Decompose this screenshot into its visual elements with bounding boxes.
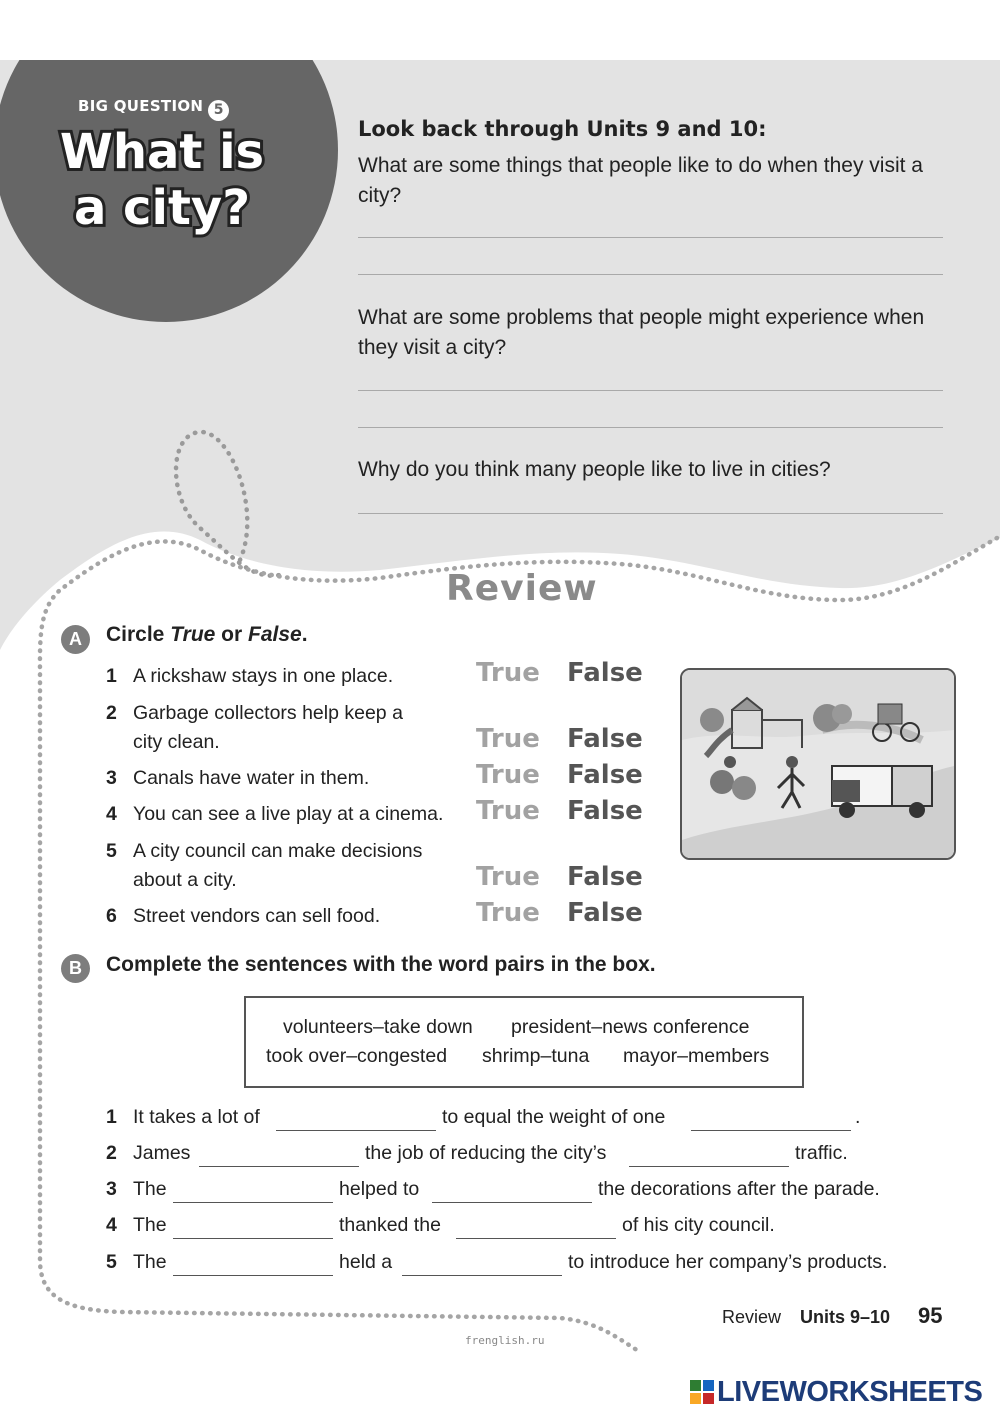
sentence-2-part-2: the job of reducing the city’s [365, 1142, 607, 1164]
true-option-2[interactable]: True [476, 724, 540, 754]
statement-number: 4 [106, 803, 117, 825]
statement-4 [106, 800, 466, 829]
sentence-3-part-3: the decorations after the parade. [598, 1178, 880, 1200]
truck-cab [832, 780, 860, 802]
liveworksheets-logo[interactable] [690, 1376, 983, 1408]
answer-line-3a[interactable] [358, 513, 943, 514]
sentence-5-blank-1[interactable] [173, 1255, 333, 1276]
section-a-title-mid: or [215, 623, 249, 646]
sentence-4-part-3: of his city council. [622, 1214, 775, 1236]
scene-bush [700, 708, 724, 732]
big-question-text: BIG QUESTION [78, 97, 204, 115]
sentence-2-part-1: James [133, 1142, 191, 1164]
fruit-basket [710, 770, 734, 794]
watermark: frenglish.ru [465, 1334, 545, 1347]
liveworksheets-icon [690, 1380, 714, 1404]
false-option-6[interactable]: False [567, 898, 643, 928]
look-back-question-2: What are some problems that people might experience when they visit a city? [358, 306, 925, 359]
section-a-title-start: Circle [106, 623, 171, 646]
sentence-3-blank-1[interactable] [173, 1182, 333, 1203]
sentence-5-blank-2[interactable] [402, 1255, 562, 1276]
fruit-basket [732, 776, 756, 800]
page-number: 95 [918, 1303, 943, 1328]
word-pair-4: shrimp–tuna [482, 1045, 590, 1067]
word-pair-3: took over–congested [266, 1045, 448, 1067]
look-back-question-3: Why do you think many people like to live in cities? [358, 458, 831, 481]
statement-6 [106, 902, 466, 931]
word-pair-1: volunteers–take down [283, 1016, 473, 1038]
statement-5 [106, 837, 466, 895]
big-question-number: 5 [208, 100, 229, 121]
sentence-5-part-1: The [133, 1251, 167, 1273]
truck-wheel [839, 802, 855, 818]
sentence-3-blank-2[interactable] [432, 1182, 592, 1203]
true-option-4[interactable]: True [476, 796, 540, 826]
statement-text: Garbage collectors help keep a city clean. [133, 702, 403, 753]
big-question-title-line2: a city? [73, 180, 251, 236]
city-illustration [680, 668, 956, 860]
scene-sky [682, 670, 954, 740]
statement-1 [106, 662, 466, 691]
word-pair-2: president–news conference [511, 1016, 750, 1038]
statement-text: You can see a live play at a cinema. [133, 803, 444, 825]
section-b-title: Complete the sentences with the word pairs in the box. [106, 953, 656, 976]
worksheet-page [0, 60, 1000, 1353]
sentence-1-blank-2[interactable] [691, 1110, 851, 1131]
answer-line-2b[interactable] [358, 427, 943, 428]
truck-wheel [909, 802, 925, 818]
big-question-label [78, 97, 229, 121]
false-option-4[interactable]: False [567, 796, 643, 826]
big-question-title [52, 124, 272, 236]
review-title: Review [446, 568, 598, 609]
sentence-4-blank-2[interactable] [456, 1218, 616, 1239]
worker-head [786, 756, 798, 768]
word-box [244, 996, 804, 1088]
statement-3 [106, 764, 466, 793]
statement-number: 2 [106, 702, 117, 724]
statement-2 [106, 699, 466, 757]
section-a-badge: A [61, 625, 90, 654]
truck-container [892, 766, 932, 806]
rickshaw-body [878, 704, 902, 724]
sentence-5-number: 5 [106, 1251, 117, 1273]
section-b-badge: B [61, 954, 90, 983]
sentence-4-number: 4 [106, 1214, 117, 1236]
section-a-title-end: . [301, 623, 308, 646]
answer-line-1a[interactable] [358, 237, 943, 238]
section-a-title [106, 623, 308, 647]
false-option-3[interactable]: False [567, 760, 643, 790]
sentence-3-part-1: The [133, 1178, 167, 1200]
sentence-2-number: 2 [106, 1142, 117, 1164]
statement-number: 3 [106, 767, 117, 789]
sentence-4-part-1: The [133, 1214, 167, 1236]
statement-text: Canals have water in them. [133, 767, 370, 789]
statement-text: Street vendors can sell food. [133, 905, 381, 927]
look-back-heading: Look back through Units 9 and 10: [358, 117, 767, 141]
liveworksheets-text: LIVEWORKSHEETS [717, 1376, 983, 1408]
sentence-1-blank-1[interactable] [276, 1110, 436, 1131]
false-option-1[interactable]: False [567, 658, 643, 688]
statement-text: A city council can make decisions about a city. [133, 840, 423, 891]
vendor-head [724, 756, 736, 768]
sentence-2-part-3: traffic. [795, 1142, 848, 1164]
sentence-4-blank-1[interactable] [173, 1218, 333, 1239]
statement-number: 1 [106, 665, 117, 687]
footer-units: Units 9–10 [800, 1307, 891, 1327]
true-option-6[interactable]: True [476, 898, 540, 928]
false-option-2[interactable]: False [567, 724, 643, 754]
sentence-1-part-3: . [855, 1106, 861, 1128]
answer-line-1b[interactable] [358, 274, 943, 275]
sentence-2-blank-1[interactable] [199, 1146, 359, 1167]
false-option-5[interactable]: False [567, 862, 643, 892]
word-pair-5: mayor–members [623, 1045, 770, 1067]
answer-line-2a[interactable] [358, 390, 943, 391]
section-a-title-false: False [248, 623, 302, 646]
true-option-3[interactable]: True [476, 760, 540, 790]
sentence-4-part-2: thanked the [339, 1214, 441, 1236]
scene-bush [832, 704, 852, 724]
big-question-title-line1: What is [59, 124, 265, 180]
section-a-title-true: True [170, 623, 216, 646]
look-back-question-1: What are some things that people like to do when they visit a city? [358, 154, 923, 207]
statement-text: A rickshaw stays in one place. [133, 665, 394, 687]
sentence-5-part-3: to introduce her company’s products. [568, 1251, 888, 1273]
footer-review: Review [722, 1307, 782, 1327]
sentence-1-part-1: It takes a lot of [133, 1106, 260, 1128]
sentence-3-part-2: helped to [339, 1178, 420, 1200]
statement-number: 6 [106, 905, 117, 927]
sentence-3-number: 3 [106, 1178, 117, 1200]
statement-number: 5 [106, 840, 117, 862]
sentence-1-number: 1 [106, 1106, 117, 1128]
true-option-1[interactable]: True [476, 658, 540, 688]
sentence-2-blank-2[interactable] [629, 1146, 789, 1167]
sentence-1-part-2: to equal the weight of one [442, 1106, 666, 1128]
sentence-5-part-2: held a [339, 1251, 393, 1273]
city-scene [682, 670, 954, 858]
true-option-5[interactable]: True [476, 862, 540, 892]
